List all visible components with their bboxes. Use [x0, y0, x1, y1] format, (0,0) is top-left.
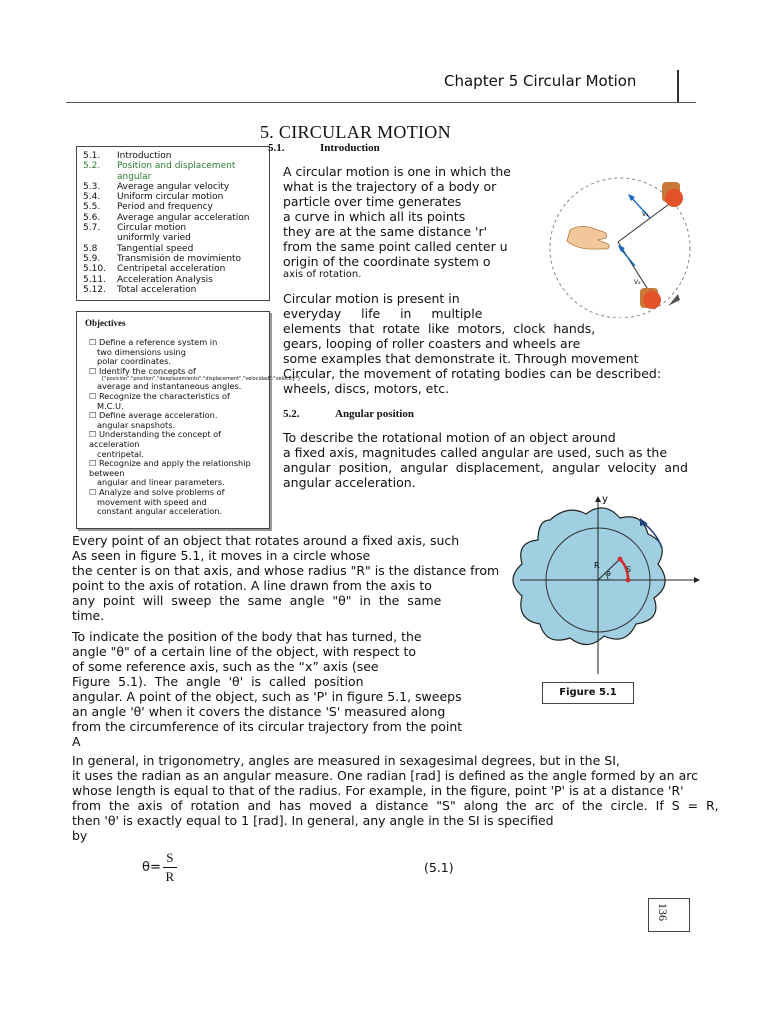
- angular-paragraph: [283, 430, 688, 490]
- objective-text: polar coordinates.: [97, 356, 172, 367]
- text-line: Circular, the movement of rotating bodies can be described:: [283, 366, 662, 381]
- toc-number: 5.7.: [83, 223, 101, 234]
- toc-entry-continuation: [83, 172, 263, 182]
- present-paragraph: [283, 291, 662, 396]
- velocity-label-1: V₁: [642, 211, 649, 218]
- text-line: a fixed axis, magnitudes called angular are used, such as the: [283, 445, 668, 460]
- objective-text: ☐ Define average acceleration.: [89, 410, 218, 421]
- toc-label: Circular motion: [117, 223, 187, 234]
- text-line: whose length is equal to that of the radius. For example, in the figure, point 'P' is at a distance 'R': [72, 783, 684, 798]
- toc-number: 5.12.: [83, 284, 106, 295]
- fraction-numerator: S: [166, 850, 174, 865]
- toc-entry: [83, 151, 263, 161]
- y-axis-label: y: [602, 494, 608, 505]
- page-title: 5. CIRCULAR MOTION: [260, 122, 451, 142]
- radius-label: R: [594, 561, 600, 570]
- text-line: gears, looping of roller coasters and wheels are: [283, 336, 581, 351]
- toc-number: 5.1.: [83, 151, 101, 161]
- toc-label: Transmisión de movimiento: [117, 253, 242, 264]
- x-axis-arrow: [694, 577, 700, 583]
- velocity-label-2: V₂: [634, 279, 641, 286]
- toc-entry: [83, 285, 263, 295]
- toc-entry-continuation: [83, 233, 263, 243]
- indicate-paragraph: [72, 629, 463, 749]
- objective-text: ☐ Understanding the concept of acceleration: [89, 429, 222, 449]
- section-5-2-heading: [283, 408, 414, 420]
- toc-label: Period and frequency: [117, 202, 213, 213]
- section-number: 5.1.: [268, 142, 285, 154]
- fraction-bar: [163, 867, 177, 868]
- objective-item: [89, 459, 263, 478]
- text-line: time.: [72, 608, 105, 623]
- objective-text: ☐ Analyze and solve problems of: [89, 486, 225, 497]
- string-lower: [618, 242, 652, 296]
- general-paragraph: [72, 753, 719, 843]
- point-p: [618, 557, 623, 562]
- toc-number: 5.9.: [83, 253, 101, 264]
- equation-lhs: θ=: [142, 860, 161, 875]
- objective-text: constant angular acceleration.: [97, 506, 223, 517]
- toc-label: Acceleration Analysis: [117, 274, 213, 285]
- objective-item: [89, 367, 263, 377]
- equation-number: (5.1): [424, 860, 454, 875]
- toc-label: uniformly varied: [117, 233, 191, 244]
- text-line: axis of rotation.: [283, 269, 362, 280]
- text-line: As seen in figure 5.1, it moves in a circle whose: [72, 548, 371, 563]
- objective-item: [89, 430, 263, 449]
- figure-caption: Figure 5.1: [542, 682, 634, 704]
- text-line: everyday life in multiple: [283, 306, 483, 321]
- toc-entry: [83, 264, 263, 274]
- point-a: [626, 578, 631, 583]
- header-divider: [677, 70, 679, 103]
- motion-arrow: [668, 294, 680, 306]
- text-line: any point will sweep the same angle "θ" in the same: [72, 593, 442, 608]
- text-line: it uses the radian as an angular measure. One radian [rad] is defined as the angle formed by an arc: [72, 768, 698, 783]
- toc-label: Total acceleration: [117, 284, 197, 295]
- theta-label: θ: [607, 571, 611, 578]
- toc-number: 5.4.: [83, 192, 101, 203]
- toc-number: 5.6.: [83, 212, 101, 223]
- text-line: A: [72, 734, 81, 749]
- page-number: 136: [656, 903, 670, 921]
- objective-text: ☐ Define a reference system in: [89, 337, 218, 347]
- text-line: Every point of an object that rotates around a fixed axis, such: [72, 533, 460, 548]
- text-line: what is the trajectory of a body or: [283, 179, 497, 194]
- toc-number: 5.3.: [83, 181, 101, 192]
- text-line: angular. A point of the object, such as 'P' in figure 5.1, sweeps: [72, 689, 462, 704]
- text-line: from the same point called center u: [283, 239, 508, 254]
- toc-label: Uniform circular motion: [117, 192, 224, 203]
- toc-label: Centripetal acceleration: [117, 264, 226, 275]
- chapter-header: Chapter 5 Circular Motion: [444, 72, 637, 90]
- toc-number: 5.5.: [83, 202, 101, 213]
- toc-number: 5.10.: [83, 264, 106, 275]
- text-line: wheels, discs, motors, etc.: [283, 381, 450, 396]
- text-line: angle "θ" of a certain line of the object, with respect to: [72, 644, 417, 659]
- objective-text: ☐ Recognize and apply the relationship between: [89, 458, 251, 478]
- text-line: Figure 5.1). The angle 'θ' is called position: [72, 674, 364, 689]
- toc-label: Position and displacement: [117, 161, 236, 172]
- equation-5-1: [142, 850, 177, 885]
- toc-number: 5.11.: [83, 274, 106, 285]
- objective-text: M.C.U.: [97, 400, 124, 411]
- contents-box: [76, 146, 270, 301]
- objective-text: movement with speed and: [97, 496, 207, 507]
- arc-label: S: [626, 565, 632, 574]
- toc-entry: [83, 275, 263, 285]
- objective-continuation: [89, 507, 263, 517]
- toc-label: Average angular acceleration: [117, 212, 250, 223]
- text-line: they are at the same distance 'r': [283, 224, 488, 239]
- text-line: the center is on that axis, and whose radius "R" is the distance from: [72, 563, 500, 578]
- toc-number: 5.8: [83, 243, 98, 254]
- objective-text: two dimensions using: [97, 346, 186, 357]
- toc-label: Tangential speed: [117, 243, 194, 254]
- ball-top: [665, 189, 683, 207]
- text-line: angular position, angular displacement, angular velocity and: [283, 460, 688, 475]
- toc-entry: [83, 213, 263, 223]
- text-line: then 'θ' is exactly equal to 1 [rad]. In general, any angle in the SI is specified: [72, 813, 554, 828]
- text-line: a curve in which all its points: [283, 209, 466, 224]
- text-line: A circular motion is one in which the: [283, 164, 511, 179]
- toc-entry: [83, 161, 263, 171]
- toc-spacer: [83, 233, 117, 243]
- toc-label: angular: [117, 171, 152, 182]
- section-number: 5.2.: [283, 408, 300, 420]
- text-line: angular acceleration.: [283, 475, 416, 490]
- header-rule: [66, 102, 696, 103]
- text-line: In general, in trigonometry, angles are measured in sexagesimal degrees, but in the SI,: [72, 753, 620, 768]
- toc-spacer: [83, 172, 117, 182]
- text-line: point to the axis of rotation. A line drawn from the axis to: [72, 578, 432, 593]
- intro-paragraph: [283, 164, 543, 281]
- fraction-denominator: R: [165, 869, 175, 884]
- text-line: some examples that demonstrate it. Through movement: [283, 351, 639, 366]
- text-line: To describe the rotational motion of an object around: [283, 430, 616, 445]
- text-line: particle over time generates: [283, 194, 462, 209]
- y-axis-arrow: [595, 496, 601, 502]
- text-line: Circular motion is present in: [283, 291, 460, 306]
- section-title: Angular position: [335, 408, 414, 420]
- objectives-heading: Objectives: [85, 318, 126, 328]
- toc-entry: [83, 254, 263, 264]
- section-5-1-heading: [268, 142, 380, 154]
- toc-label: Average angular velocity: [117, 181, 230, 192]
- text-line: by: [72, 828, 88, 843]
- text-line: elements that rotate like motors, clock hands,: [283, 321, 596, 336]
- text-line: To indicate the position of the body that has turned, the: [72, 629, 422, 644]
- section-title: Introduction: [320, 142, 380, 154]
- text-line: an angle 'θ' when it covers the distance 'S' measured along: [72, 704, 446, 719]
- toc-entry: [83, 192, 263, 202]
- objective-text: angular and linear parameters.: [97, 477, 225, 488]
- objective-text: ☐ Identify the concepts of: [89, 365, 196, 376]
- objective-annotation: {"posición":"position","desplazamiento":"displacement","velocidad":"velocity"}: [101, 376, 301, 383]
- text-line: from the circumference of its circular trajectory from the point: [72, 719, 463, 734]
- toc-number: 5.2.: [83, 161, 101, 172]
- equation-fraction: [163, 850, 177, 885]
- toc-entry: [83, 244, 263, 254]
- toc-label: Introduction: [117, 151, 172, 161]
- toc-entry: [83, 202, 263, 212]
- text-line: from the axis of rotation and has moved a distance "S" along the arc of the circle. If S = R,: [72, 798, 719, 813]
- text-line: origin of the coordinate system o: [283, 254, 491, 269]
- hand-icon: [567, 226, 609, 249]
- text-line: of some reference axis, such as the “x” axis (see: [72, 659, 379, 674]
- figure-5-1: [490, 488, 702, 678]
- toc-entry: [83, 223, 263, 233]
- toc-entry: [83, 182, 263, 192]
- objective-text: ☐ Recognize the characteristics of: [89, 390, 230, 401]
- objective-text: average and instantaneous angles.: [97, 381, 242, 392]
- page-number-box: [648, 898, 690, 932]
- every-point-paragraph: [72, 533, 500, 623]
- objective-text: angular snapshots.: [97, 419, 176, 430]
- objective-text: centripetal.: [97, 448, 144, 459]
